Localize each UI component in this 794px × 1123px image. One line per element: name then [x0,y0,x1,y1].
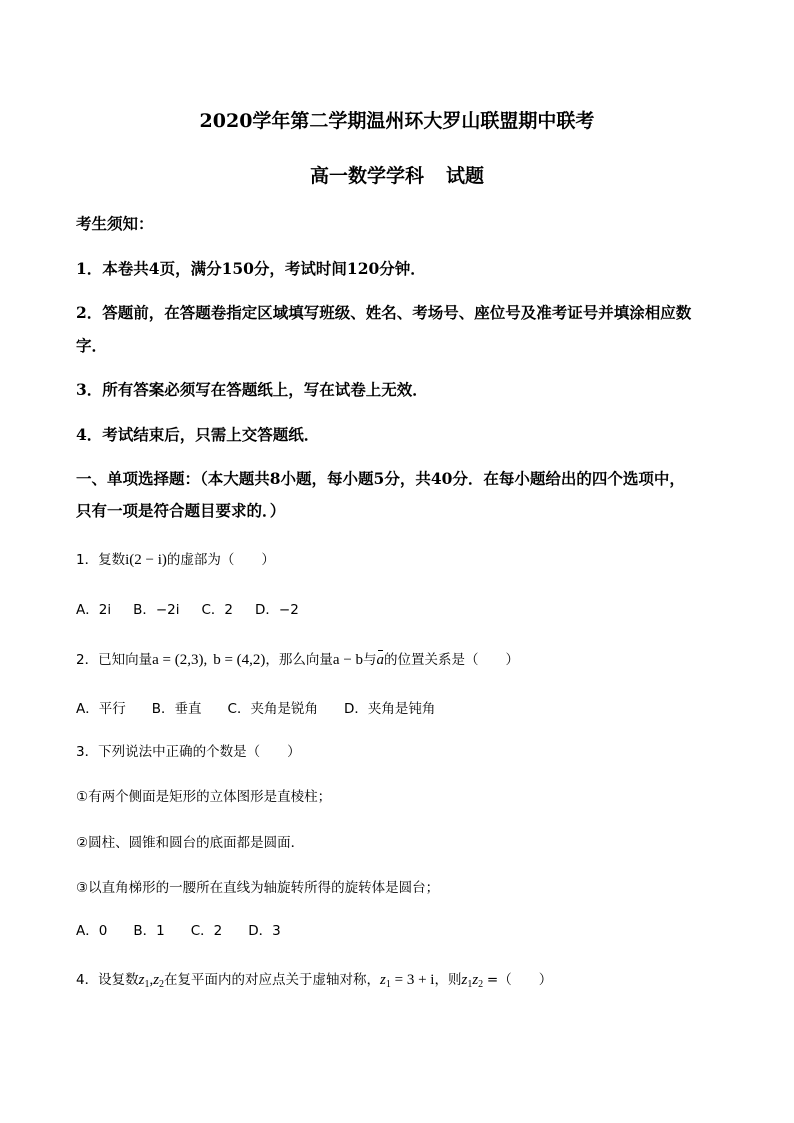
section-heading-line2: 只有一项是符合题目要求的．） [76,501,286,520]
q4-suffix: =（ ） [486,972,553,988]
notice-item-1: 1．本卷共4页，满分150分，考试时间120分钟． [76,259,426,278]
subject-label: 高一数学学科 [309,165,424,187]
q3-statement-2: ②圆柱、圆锥和圆台的底面都是圆面． [76,835,305,851]
exam-title: 2020学年第二学期温州环大罗山联盟期中联考 [199,110,595,132]
question-4 [76,968,552,990]
q1-option-c: C．2 [201,602,234,618]
q4-given: = 3 + i [394,972,435,988]
notice-item-2: 2．答题前，在答题卷指定区域填写班级、姓名、考场号、座位号及准考证号并填涂相应数 [76,303,692,322]
q2-option-a: A．平行 [76,701,126,717]
q2-mid: ，那么向量 [265,652,333,668]
notice-item-4: 4．考试结束后，只需上交答题纸． [76,425,320,444]
q1-options [76,598,299,618]
q2-with: 与 [363,652,377,668]
exam-subtitle [0,161,794,188]
q4-product: $z_1z_2$ [461,972,484,990]
notice-item-3: 3．所有答案必须写在答题纸上，写在试卷上无效． [76,380,428,399]
notice-item-2-cont: 字． [76,336,108,355]
notice-heading: 考生须知： [76,214,154,233]
q2-options [76,697,435,717]
q2-option-d: D．夹角是钝角 [343,701,436,717]
q1-prefix: 1．复数 [76,552,126,568]
q1-suffix: 的虚部为（ ） [166,552,275,568]
question-2 [76,648,519,669]
q4-z1-symbol: $z_1$ [380,972,391,990]
q4-then: ，则 [434,972,462,988]
q3-option-d: D．3 [248,923,281,939]
q4-mid: 在复平面内的对应点关于虚轴对称， [164,972,381,988]
q2-vector-a-symbol: a [376,652,385,668]
paper-label: 试题 [446,165,485,187]
q1-option-d: D．−2 [255,602,299,618]
q2-suffix: 的位置关系是（ ） [384,652,520,668]
q1-option-a: A．2i [76,602,112,618]
question-1 [76,548,275,569]
q3-statement-1: ①有两个侧面是矩形的立体图形是直棱柱； [76,789,332,805]
q2-prefix: 2．已知向量 [76,652,153,668]
q2-option-b: B．垂直 [151,701,202,717]
q3-option-a: A．0 [76,923,108,939]
q4-prefix: 4．设复数 [76,972,139,988]
question-3: 3．下列说法中正确的个数是（ ） [76,744,301,760]
q2-vector-b: b = (4,2) [213,652,266,668]
q2-difference: a − b [332,652,364,668]
q3-option-b: B．1 [133,923,165,939]
q1-option-b: B．−2i [133,602,180,618]
q3-options [76,919,281,939]
q2-vector-a: a = (2,3), [152,652,208,668]
q3-statement-3: ③以直角梯形的一腰所在直线为轴旋转所得的旋转体是圆台； [76,880,440,896]
q1-expression: i(2 − i) [125,552,167,568]
q2-option-c: C．夹角是锐角 [227,701,318,717]
q4-z1-z2: $z_1,z_2$ [138,972,165,990]
q3-option-c: C．2 [190,923,223,939]
section-heading-line1: 一、单项选择题：（本大题共8小题，每小题5分，共40分．在每小题给出的四个选项中， [76,469,685,488]
